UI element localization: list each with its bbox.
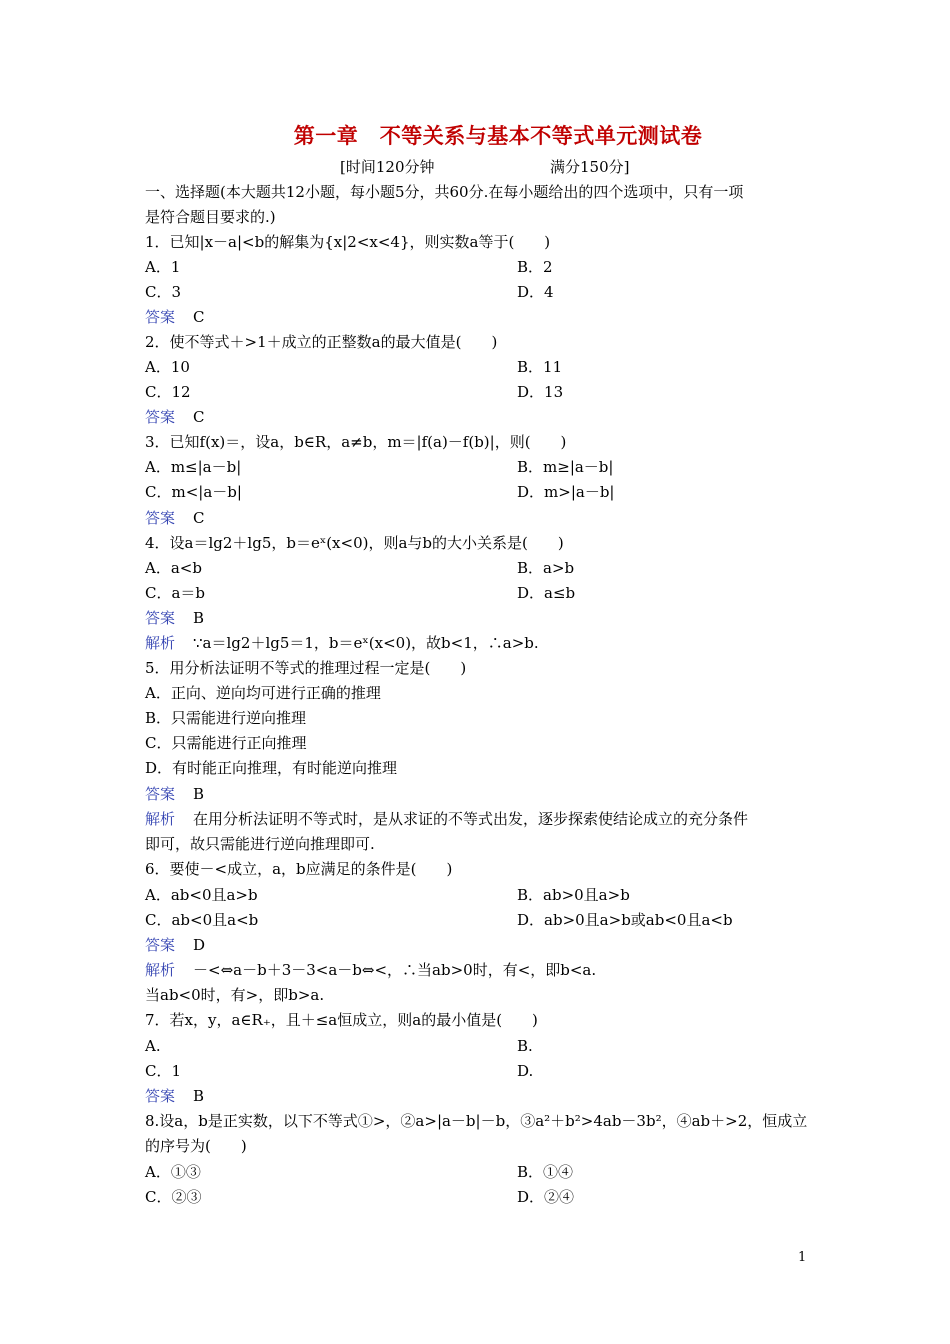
q5-option-b: B．只需能进行逆向推理 (145, 709, 307, 727)
q5-analysis (145, 809, 748, 829)
q8-option-c: C．②③ (145, 1188, 202, 1206)
q5-analysis-cont: 即可，故只需能进行逆向推理即可. (145, 835, 375, 853)
q5-option-a: A．正向、逆向均可进行正确的推理 (145, 684, 381, 702)
q4-option-a: A．a<b (145, 559, 202, 577)
q7-stem: 7．若x，y，a∈R₊，且＋≤a恒成立，则a的最小值是( ) (145, 1011, 538, 1029)
q1-option-c: C．3 (145, 283, 182, 301)
answer-label: 答案 (145, 308, 176, 326)
q7-option-a: A. (145, 1037, 161, 1055)
q7-option-c: C．1 (145, 1062, 182, 1080)
q3-answer (145, 508, 205, 528)
q6-analysis (145, 960, 596, 980)
analysis-text: －<⇔a－b＋3－3<a－b⇔<，∴当ab>0时，有<，即b<a. (193, 961, 597, 979)
q4-option-c: C．a＝b (145, 584, 206, 602)
q8-option-b: B．①④ (517, 1163, 574, 1181)
answer-label: 答案 (145, 609, 176, 627)
analysis-text: 在用分析法证明不等式时，是从求证的不等式出发，逐步探索使结论成立的充分条件 (193, 810, 749, 828)
answer-label: 答案 (145, 785, 176, 803)
answer-value: C (193, 308, 205, 326)
q1-option-b: B．2 (517, 258, 553, 276)
q6-analysis-cont: 当ab<0时，有>，即b>a. (145, 986, 325, 1004)
q5-option-c: C．只需能进行正向推理 (145, 734, 307, 752)
q3-option-d: D．m>|a－b| (517, 483, 615, 501)
q8-stem: 8.设a，b是正实数，以下不等式①>，②a>|a－b|－b，③a²＋b²>4ab－3b²，④ab＋>2，恒成立 (145, 1112, 808, 1130)
q4-option-b: B．a>b (517, 559, 575, 577)
answer-label: 答案 (145, 408, 176, 426)
q7-answer (145, 1086, 204, 1106)
q2-option-b: B．11 (517, 358, 563, 376)
q5-option-d: D．有时能正向推理，有时能逆向推理 (145, 759, 398, 777)
q2-answer (145, 407, 205, 427)
q5-answer (145, 784, 204, 804)
section-intro-line2: 是符合题目要求的.) (145, 208, 276, 226)
section-intro-line1: 一、选择题(本大题共12小题，每小题5分，共60分.在每小题给出的四个选项中，只有一项 (145, 183, 744, 201)
q6-option-a: A．ab<0且a>b (145, 886, 258, 904)
q4-option-d: D．a≤b (517, 584, 576, 602)
q1-stem: 1．已知|x－a|<b的解集为{x|2<x<4}，则实数a等于( ) (145, 233, 551, 251)
analysis-label: 解析 (145, 634, 176, 652)
q3-stem: 3．已知f(x)＝，设a，b∈R，a≠b，m＝|f(a)－f(b)|，则( ) (145, 433, 567, 451)
q4-analysis (145, 633, 539, 653)
q6-option-c: C．ab<0且a<b (145, 911, 259, 929)
q2-stem: 2．使不等式＋>1＋成立的正整数a的最大值是( ) (145, 333, 498, 351)
q8-option-d: D．②④ (517, 1188, 575, 1206)
answer-label: 答案 (145, 936, 176, 954)
answer-value: B (193, 785, 205, 803)
answer-value: D (193, 936, 206, 954)
q2-option-d: D．13 (517, 383, 564, 401)
q7-option-d: D. (517, 1062, 534, 1080)
q3-option-a: A．m≤|a－b| (145, 458, 242, 476)
q6-stem: 6．要使－<成立，a，b应满足的条件是( ) (145, 860, 453, 878)
q1-option-a: A．1 (145, 258, 181, 276)
q3-option-b: B．m≥|a－b| (517, 458, 614, 476)
q6-option-b: B．ab>0且a>b (517, 886, 630, 904)
answer-value: C (193, 408, 205, 426)
answer-value: B (193, 1087, 205, 1105)
q8-stem-cont: 的序号为( ) (145, 1137, 247, 1155)
q6-answer (145, 935, 205, 955)
q2-option-c: C．12 (145, 383, 191, 401)
q1-option-d: D．4 (517, 283, 554, 301)
q3-option-c: C．m<|a－b| (145, 483, 242, 501)
exam-time: [时间120分钟 (340, 158, 435, 176)
page-title: 第一章 不等关系与基本不等式单元测试卷 (293, 124, 703, 148)
exam-score: 满分150分] (550, 158, 630, 176)
answer-label: 答案 (145, 1087, 176, 1105)
page-number: 1 (798, 1250, 807, 1265)
q1-answer (145, 307, 205, 327)
answer-label: 答案 (145, 509, 176, 527)
q2-option-a: A．10 (145, 358, 190, 376)
analysis-label: 解析 (145, 810, 176, 828)
q7-option-b: B. (517, 1037, 533, 1055)
q4-answer (145, 608, 204, 628)
analysis-text: ∵a＝lg2＋lg5＝1，b＝eˣ(x<0)，故b<1，∴a>b. (193, 634, 539, 652)
q6-option-d: D．ab>0且a>b或ab<0且a<b (517, 911, 733, 929)
analysis-label: 解析 (145, 961, 176, 979)
q8-option-a: A．①③ (145, 1163, 201, 1181)
q4-stem: 4．设a＝lg2＋lg5，b＝eˣ(x<0)，则a与b的大小关系是( ) (145, 534, 564, 552)
q5-stem: 5．用分析法证明不等式的推理过程一定是( ) (145, 659, 467, 677)
answer-value: B (193, 609, 205, 627)
answer-value: C (193, 509, 205, 527)
